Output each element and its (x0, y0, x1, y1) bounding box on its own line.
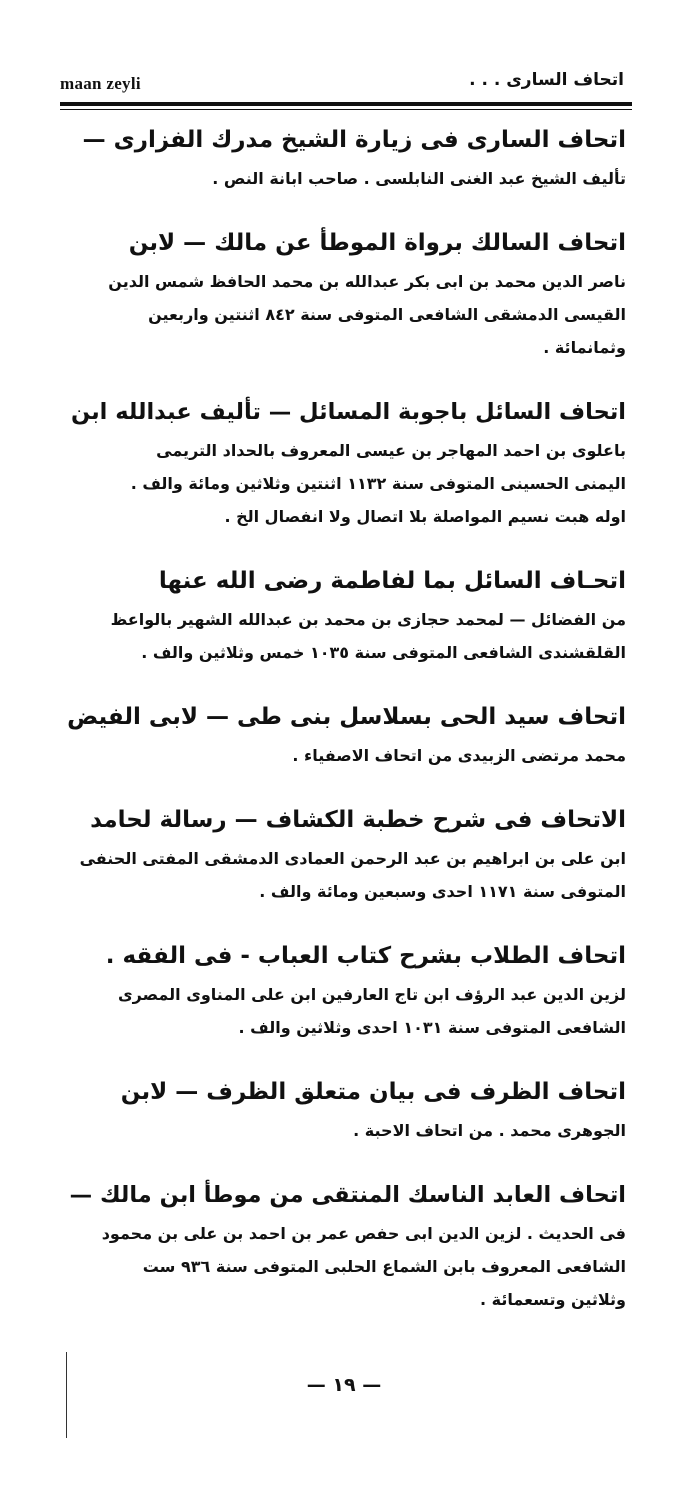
entry-line: اليمنى الحسينى المتوفى سنة ١١٣٢ اثنتين وثلاثين ومائة والف . (130, 474, 626, 493)
entry-line: الشافعى المعروف بابن الشماع الحلبى المتوفى سنة ٩٣٦ ست (142, 1257, 626, 1276)
entry-line: ناصر الدين محمد بن ابى بكر عبدالله بن محمد الحافظ شمس الدين (108, 272, 626, 291)
entry-line: الشافعى المتوفى سنة ١٠٣١ احدى وثلاثين والف . (238, 1018, 626, 1037)
entry (66, 1173, 626, 1316)
entry-line: لزين الدين عبد الرؤف ابن تاج العارفين ابن على المناوى المصرى (118, 985, 626, 1004)
entry-line: باعلوى بن احمد المهاجر بن عيسى المعروف بالحداد التريمى (156, 441, 626, 460)
entry-title: اتحاف العابد الناسك المنتقى من موطأ ابن مالك — (69, 1182, 626, 1208)
entry-line: تأليف الشيخ عبد الغنى النابلسى . صاحب ابانة النص . (212, 169, 626, 188)
entry (66, 559, 626, 669)
page-number: — ١٩ — (306, 1374, 382, 1396)
entry (66, 118, 626, 195)
entry-title: اتحاف سيد الحى بسلاسل بنى طى — لابى الفيض (67, 704, 626, 730)
entry (66, 934, 626, 1044)
entry-title: الاتحاف فى شرح خطبة الكشاف — رسالة لحامد (90, 807, 626, 833)
entry (66, 798, 626, 908)
entry-line: فى الحديث . لزين الدين ابى حفص عمر بن احمد بن على بن محمود (101, 1224, 626, 1243)
entry-line: محمد مرتضى الزبيدى من اتحاف الاصفياء . (292, 746, 626, 765)
entry-title: اتحاف الطلاب بشرح كتاب العباب - فى الفقه . (105, 943, 626, 969)
entry-line: المتوفى سنة ١١٧١ احدى وسبعين ومائة والف . (259, 882, 626, 901)
entry-line: الجوهرى محمد . من اتحاف الاحبة . (353, 1121, 626, 1140)
entry (66, 1070, 626, 1147)
entry-line: القلقشندى الشافعى المتوفى سنة ١٠٣٥ خمس وثلاثين والف . (141, 643, 626, 662)
entry (66, 390, 626, 533)
entry-line: وثمانمائة . (543, 338, 626, 357)
entry-title: اتحاف الظرف فى بيان متعلق الظرف — لابن (120, 1079, 626, 1105)
entry-title: اتحـاف السائل بما لفاطمة رضى الله عنها (158, 568, 626, 594)
running-header-left: maan zeyli (60, 74, 141, 93)
entry-title: اتحاف السالك برواة الموطأ عن مالك — لابن (128, 230, 626, 256)
entry-line: اوله هبت نسيم المواصلة بلا اتصال ولا انفصال الخ . (224, 507, 626, 526)
entry-line: وثلاثين وتسعمائة . (480, 1290, 626, 1309)
entry (66, 695, 626, 772)
entry-line: ابن على بن ابراهيم بن عبد الرحمن العمادى الدمشقى المفتى الحنفى (79, 849, 626, 868)
entry-title: اتحاف السارى فى زيارة الشيخ مدرك الفزارى — (82, 127, 626, 153)
entry (66, 221, 626, 364)
header-rule-thick (60, 102, 632, 106)
entry-line: من الفضائل — لمحمد حجازى بن محمد بن عبدالله الشهير بالواعظ (110, 610, 626, 629)
running-header-right: اتحاف السارى . . . (469, 70, 624, 90)
entry-line: القيسى الدمشقى الشافعى المتوفى سنة ٨٤٢ اثنتين واربعين (148, 305, 626, 324)
header-rule-thin (60, 109, 632, 110)
entries-list (66, 118, 626, 1342)
entry-title: اتحاف السائل باجوبة المسائل — تأليف عبدالله ابن (70, 399, 626, 425)
